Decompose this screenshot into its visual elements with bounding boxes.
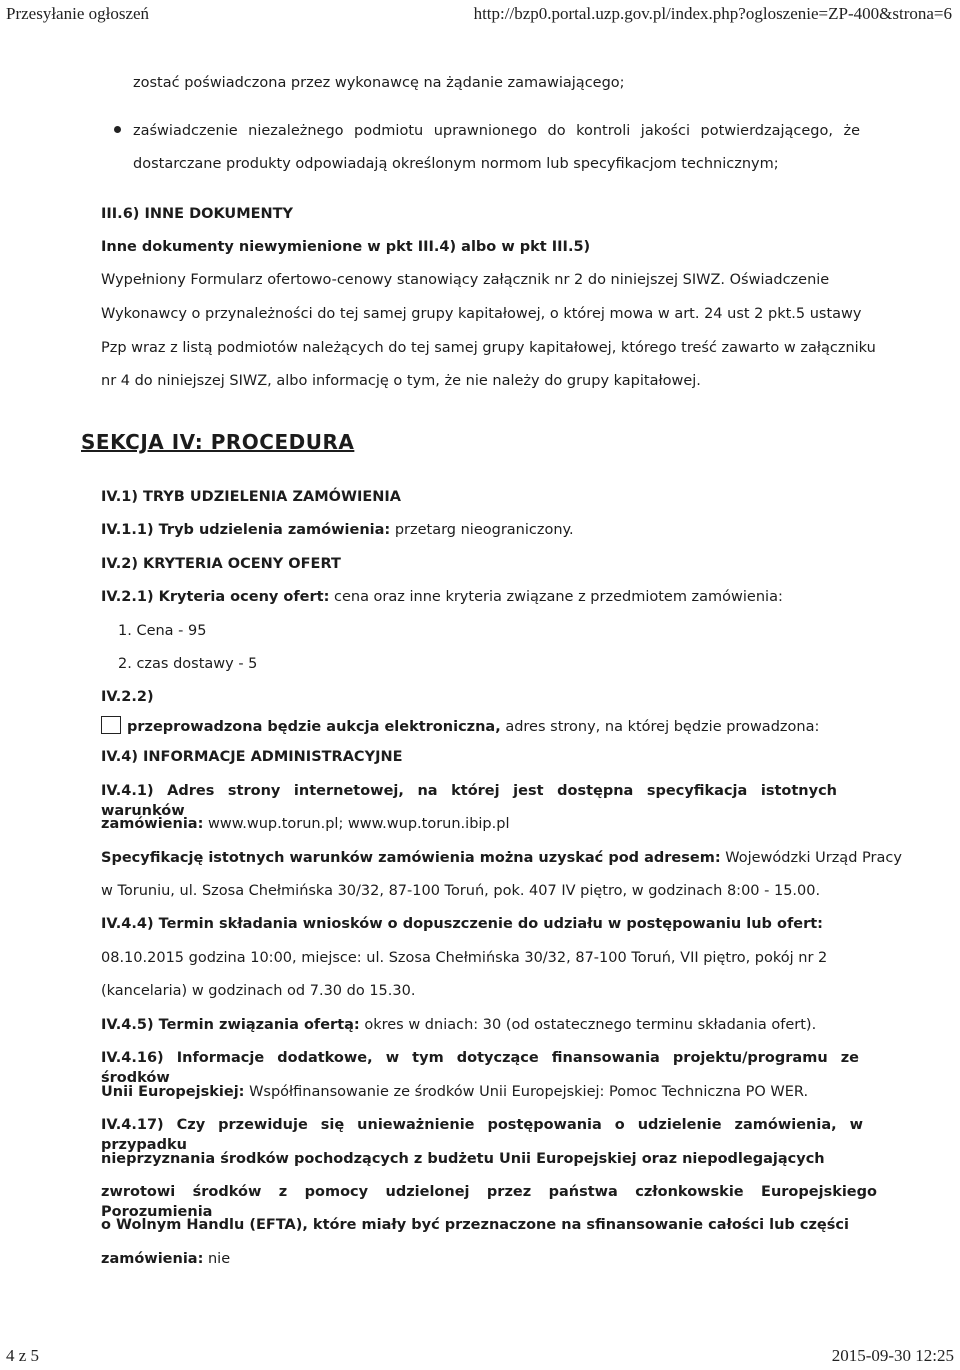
criteria-item: 2. czas dostawy - 5	[118, 656, 258, 672]
field-value: przetarg nieograniczony.	[394, 522, 574, 538]
section-title: SEKCJA IV: PROCEDURA	[81, 430, 355, 454]
field-iv417	[101, 1249, 230, 1269]
field-label: Specyfikację istotnych warunków zamówienia można uzyskać pod adresem:	[101, 850, 721, 866]
field-label: zamówienia:	[101, 1251, 204, 1267]
field-value: Wojewódzki Urząd Pracy	[725, 850, 902, 866]
bullet-line-1: zaświadczenie niezależnego podmiotu uprawnionego do kontroli jakości potwierdzającego, że	[133, 123, 860, 139]
field-value: nie	[207, 1251, 231, 1267]
field-label: zwrotowi środków z pomocy udzielonej przez państwa członkowskie Europejskiego Porozumienia	[101, 1184, 877, 1220]
field-iv416	[101, 1082, 808, 1102]
section-heading-iii6: III.6) INNE DOKUMENTY	[101, 206, 294, 222]
field-label: IV.4.17) Czy przewiduje się unieważnienie postępowania o udzielenie zamówienia, w przypadku	[101, 1117, 863, 1153]
paragraph-line: Wypełniony Formularz ofertowo-cenowy stanowiący załącznik nr 2 do niniejszej SIWZ. Oświadczenie	[101, 272, 830, 288]
field-value: adres strony, na której będzie prowadzona:	[505, 719, 820, 735]
field-iv11	[101, 520, 574, 540]
bullet-line-2: dostarczane produkty odpowiadają określonym normom lub specyfikacjom technicznym;	[133, 156, 779, 172]
field-auction	[127, 717, 819, 737]
field-iv21	[101, 587, 783, 607]
paragraph-line: Wykonawcy o przynależności do tej samej grupy kapitałowej, o której mowa w art. 24 ust 2 pkt.5 ustawy	[101, 306, 862, 322]
browser-header	[0, 0, 960, 30]
field-label: IV.4.4) Termin składania wniosków o dopuszczenie do udziału w postępowaniu lub ofert:	[101, 916, 823, 932]
page-url[interactable]: http://bzp0.portal.uzp.gov.pl/index.php?ogloszenie=ZP-400&strona=6	[473, 4, 952, 23]
field-label: zamówienia:	[101, 816, 204, 832]
field-label: IV.4.1) Adres strony internetowej, na której jest dostępna specyfikacja istotnych warunków	[101, 783, 837, 819]
field-iv45	[101, 1015, 816, 1035]
paragraph-line: Pzp wraz z listą podmiotów należących do tej samej grupy kapitałowej, którego treść zawarto w załączniku	[101, 340, 876, 356]
bullet-icon	[114, 126, 121, 133]
print-timestamp: 2015-09-30 12:25	[831, 1346, 954, 1365]
field-label: IV.1.1) Tryb udzielenia zamówienia:	[101, 522, 391, 538]
field-iv41	[101, 814, 509, 834]
field-label: IV.4.16) Informacje dodatkowe, w tym dotyczące finansowania projektu/programu ze środków	[101, 1050, 859, 1086]
field-value: w Toruniu, ul. Szosa Chełmińska 30/32, 87-100 Toruń, pok. 407 IV piętro, w godzinach 8:00 - 15.00.	[101, 883, 821, 899]
field-value: 08.10.2015 godzina 10:00, miejsce: ul. Szosa Chełmińska 30/32, 87-100 Toruń, VII piętro, pokój nr 2	[101, 950, 828, 966]
page-title: Przesyłanie ogłoszeń	[6, 4, 150, 23]
section-subheading-iii6: Inne dokumenty niewymienione w pkt III.4) albo w pkt III.5)	[101, 239, 591, 255]
heading-iv1: IV.1) TRYB UDZIELENIA ZAMÓWIENIA	[101, 489, 401, 505]
page-number: 4 z 5	[6, 1346, 40, 1365]
field-value: Współfinansowanie ze środków Unii Europejskiej: Pomoc Techniczna PO WER.	[249, 1084, 809, 1100]
field-value: (kancelaria) w godzinach od 7.30 do 15.30.	[101, 983, 416, 999]
heading-iv22: IV.2.2)	[101, 689, 154, 705]
field-label: nieprzyznania środków pochodzących z budżetu Unii Europejskiej oraz niepodlegających	[101, 1151, 825, 1167]
field-label: IV.4.5) Termin związania ofertą:	[101, 1017, 360, 1033]
field-value: okres w dniach: 30 (od ostatecznego terminu składania ofert).	[364, 1017, 817, 1033]
heading-iv2: IV.2) KRYTERIA OCENY OFERT	[101, 556, 341, 572]
field-label: przeprowadzona będzie aukcja elektroniczna,	[127, 719, 501, 735]
paragraph-line: nr 4 do niniejszej SIWZ, albo informację o tym, że nie należy do grupy kapitałowej.	[101, 373, 701, 389]
auction-checkbox[interactable]	[101, 716, 121, 734]
browser-footer	[0, 1346, 960, 1370]
intro-line: zostać poświadczona przez wykonawcę na żądanie zamawiającego;	[133, 75, 625, 91]
field-label: Unii Europejskiej:	[101, 1084, 245, 1100]
field-label: IV.2.1) Kryteria oceny ofert:	[101, 589, 330, 605]
field-value: cena oraz inne kryteria związane z przedmiotem zamówienia:	[333, 589, 783, 605]
website-link[interactable]: www.wup.torun.pl; www.wup.torun.ibip.pl	[207, 816, 510, 832]
field-label: o Wolnym Handlu (EFTA), które miały być przeznaczone na sfinansowanie całości lub części	[101, 1217, 849, 1233]
field-spec	[101, 848, 902, 868]
criteria-item: 1. Cena - 95	[118, 623, 207, 639]
heading-iv4: IV.4) INFORMACJE ADMINISTRACYJNE	[101, 749, 403, 765]
